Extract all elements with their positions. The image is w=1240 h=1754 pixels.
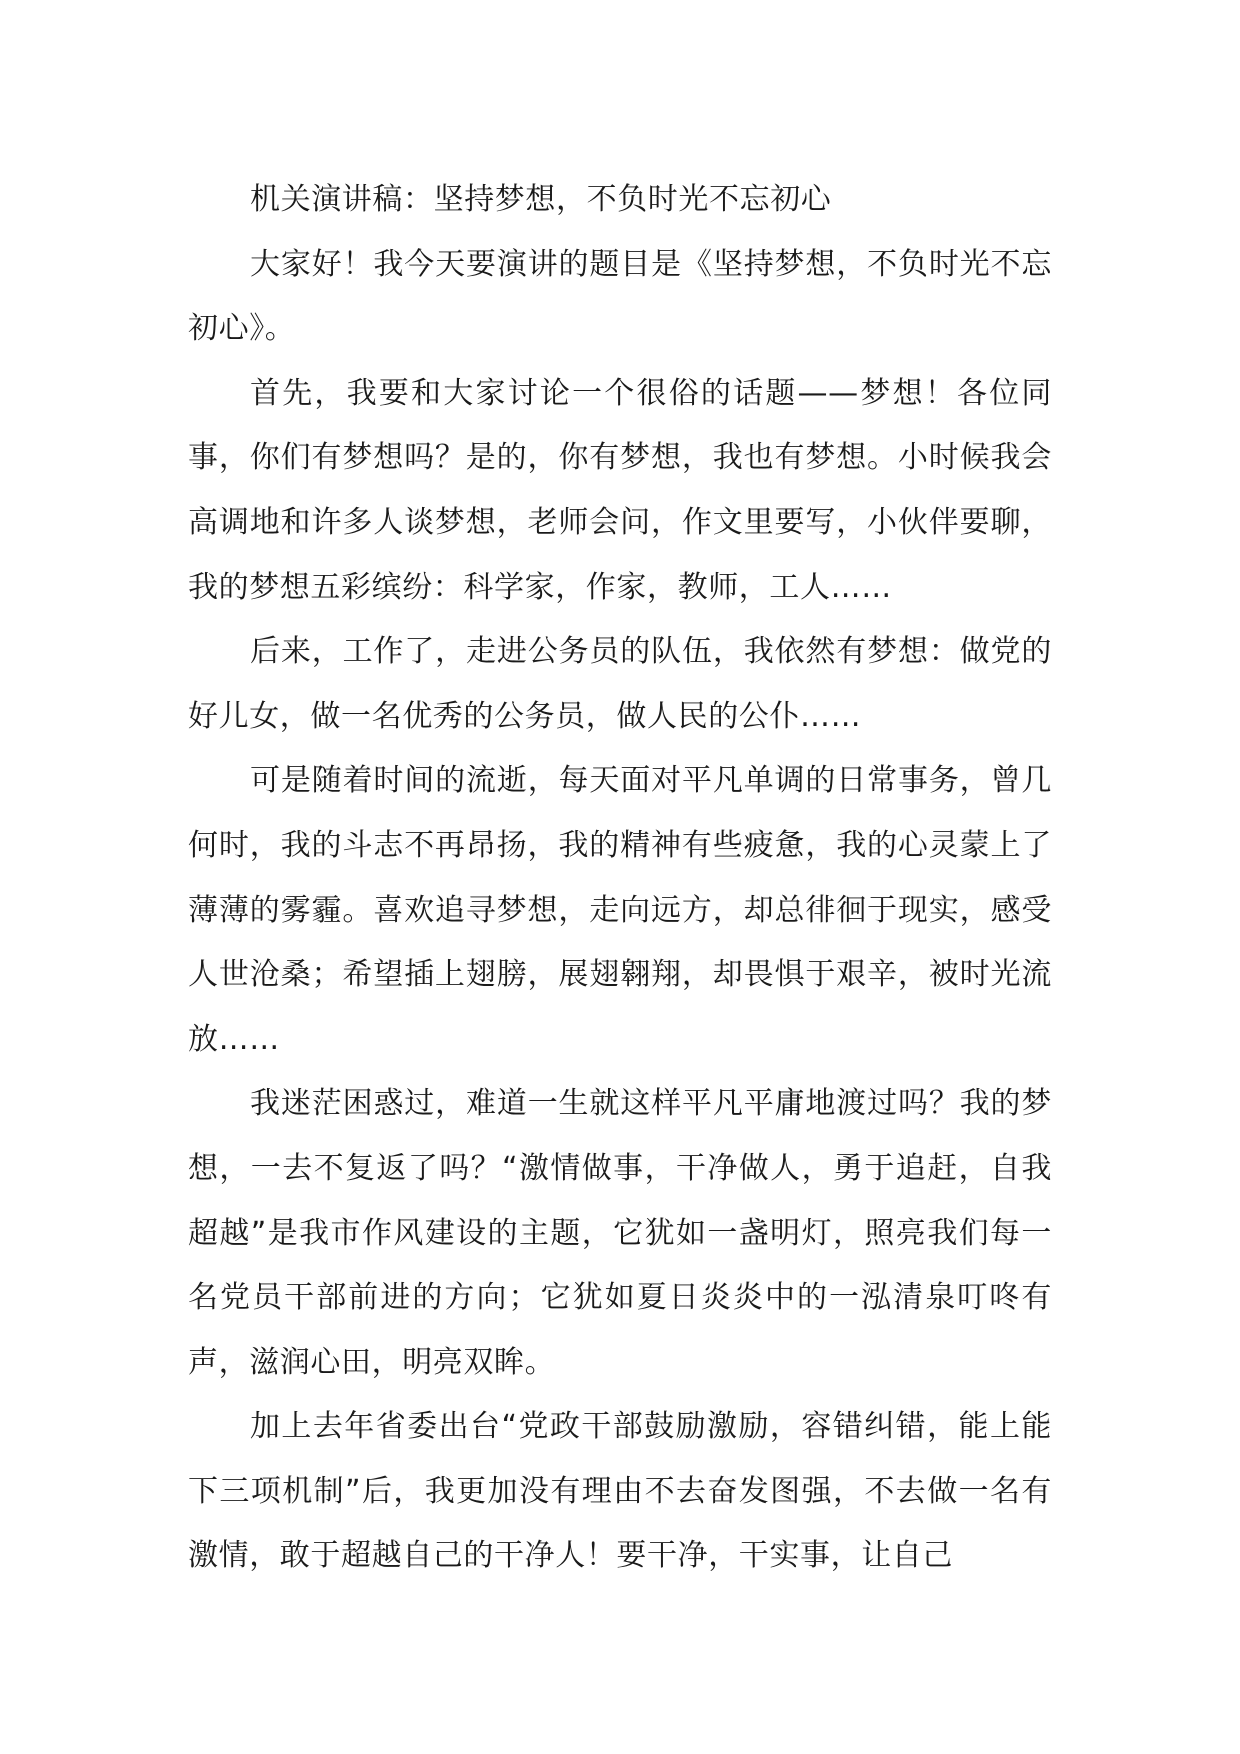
paragraph-greeting: 大家好！我今天要演讲的题目是《坚持梦想，不负时光不忘初心》。: [188, 246, 1052, 347]
paragraph-childhood-dreams: 首先，我要和大家讨论一个很俗的话题——梦想！各位同事，你们有梦想吗？是的，你有梦想，我也有梦想。小时候我会高调地和许多人谈梦想，老师会问，作文里要写，小伙伴要聊，我的梦想五彩缤纷：科学家，作家，教师，工人……: [188, 375, 1052, 605]
paragraph-work-dreams: 后来，工作了，走进公务员的队伍，我依然有梦想：做党的好儿女，做一名优秀的公务员，做人民的公仆……: [188, 634, 1052, 734]
document-title: 机关演讲稿：坚持梦想，不负时光不忘初心: [250, 182, 832, 217]
paragraph-time-passing: 可是随着时间的流逝，每天面对平凡单调的日常事务，曾几何时，我的斗志不再昂扬，我的精神有些疲惫，我的心灵蒙上了薄薄的雾霾。喜欢追寻梦想，走向远方，却总徘徊于现实，感受人世沧桑；希望插上翅膀，展翅翱翔，却畏惧于艰辛，被时光流放……: [188, 763, 1052, 1057]
document-page: [188, 168, 1052, 1589]
paragraph-mechanism: 加上去年省委出台“党政干部鼓励激励，容错纠错，能上能下三项机制”后，我更加没有理由不去奋发图强，不去做一名有激情，敢于超越自己的干净人！要干净，干实事，让自己: [188, 1409, 1052, 1574]
paragraph-confusion: 我迷茫困惑过，难道一生就这样平凡平庸地渡过吗？我的梦想，一去不复返了吗？“激情做事，干净做人，勇于追赶，自我超越”是我市作风建设的主题，它犹如一盏明灯，照亮我们每一名党员干部前进的方向；它犹如夏日炎炎中的一泓清泉叮咚有声，滋润心田，明亮双眸。: [188, 1086, 1052, 1380]
